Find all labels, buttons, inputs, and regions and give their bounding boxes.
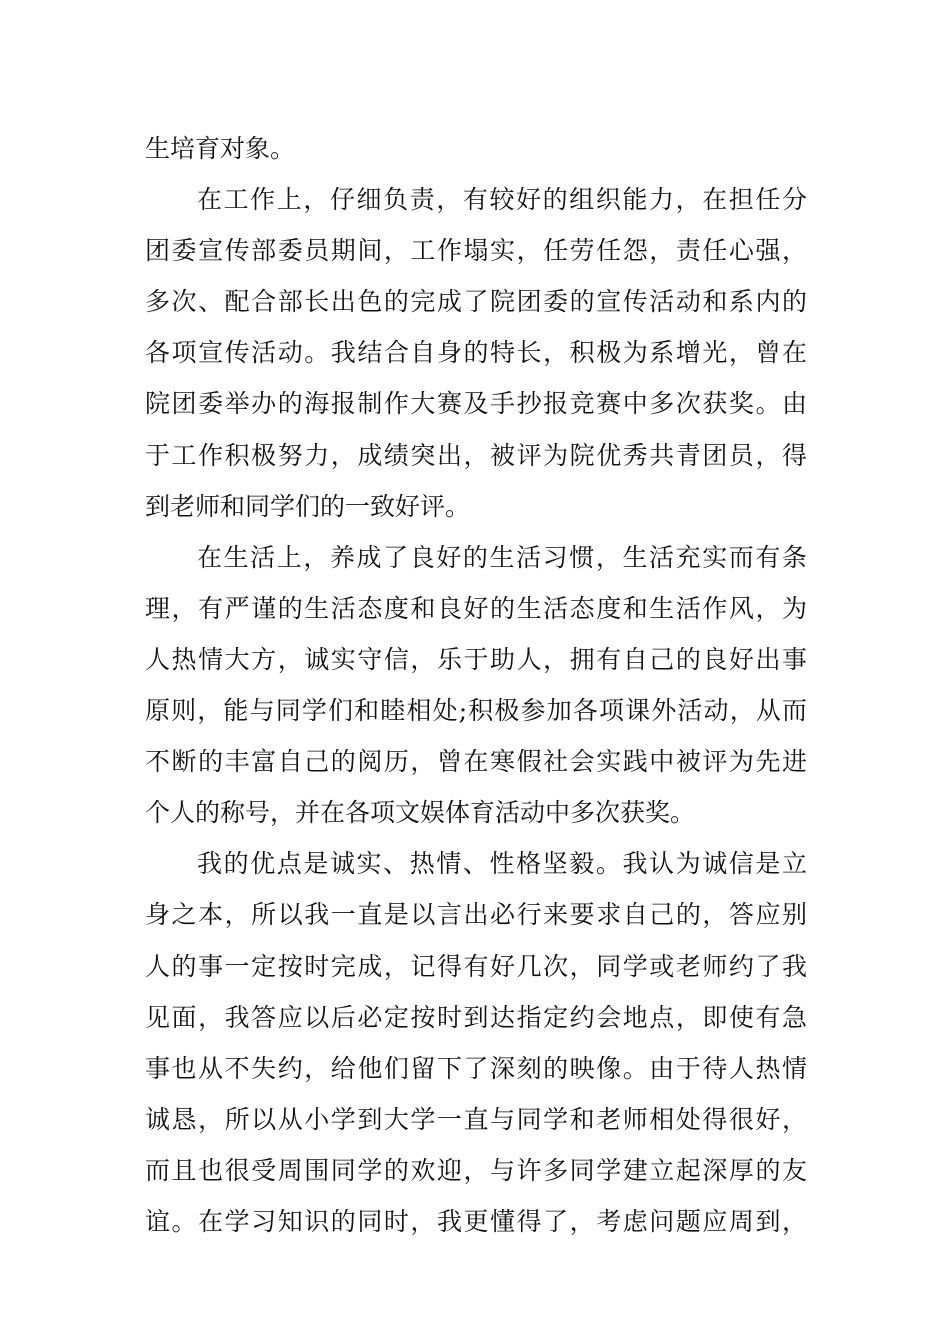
text-line: 个人的称号，并在各项文娱体育活动中多次获奖。 [145, 798, 696, 828]
document-body [145, 123, 807, 1247]
text-line: 诚恳，所以从小学到大学一直与同学和老师相处得很好， [145, 1104, 807, 1134]
text-line: 而且也很受周围同学的欢迎，与许多同学建立起深厚的友 [145, 1155, 807, 1185]
text-line: 生培育对象。 [145, 134, 296, 163]
text-line: 人的事一定按时完成，记得有好几次，同学或老师约了我 [145, 951, 807, 981]
text-line: 在工作上，仔细负责，有较好的组织能力，在担任分 [197, 185, 807, 215]
text-line: 于工作积极努力，成绩突出，被评为院优秀共青团员，得 [145, 440, 807, 470]
text-line: 身之本，所以我一直是以言出必行来要求自己的，答应别 [145, 900, 807, 930]
text-line: 多次、配合部长出色的完成了院团委的宣传活动和系内的 [145, 287, 807, 317]
text-line: 理，有严谨的生活态度和良好的生活态度和生活作风，为 [145, 593, 807, 623]
text-line: 在生活上，养成了良好的生活习惯，生活充实而有条 [197, 542, 807, 572]
text-line: 院团委举办的海报制作大赛及手抄报竞赛中多次获奖。由 [145, 389, 807, 419]
text-line: 见面，我答应以后必定按时到达指定约会地点，即使有急 [145, 1002, 807, 1032]
text-line: 人热情大方，诚实守信，乐于助人，拥有自己的良好出事 [145, 644, 807, 674]
text-line: 事也从不失约，给他们留下了深刻的映像。由于待人热情 [145, 1053, 807, 1083]
text-line: 各项宣传活动。我结合自身的特长，积极为系增光，曾在 [145, 338, 807, 368]
text-line: 原则，能与同学们和睦相处;积极参加各项课外活动，从而 [145, 696, 807, 726]
text-line: 到老师和同学们的一致好评。 [145, 491, 471, 521]
text-line: 团委宣传部委员期间，工作塌实，任劳任怨，责任心强， [145, 236, 807, 266]
text-line: 不断的丰富自己的阅历，曾在寒假社会实践中被评为先进 [145, 747, 807, 777]
text-line: 谊。在学习知识的同时，我更懂得了，考虑问题应周到， [145, 1206, 807, 1236]
text-line: 我的优点是诚实、热情、性格坚毅。我认为诚信是立 [197, 849, 807, 879]
